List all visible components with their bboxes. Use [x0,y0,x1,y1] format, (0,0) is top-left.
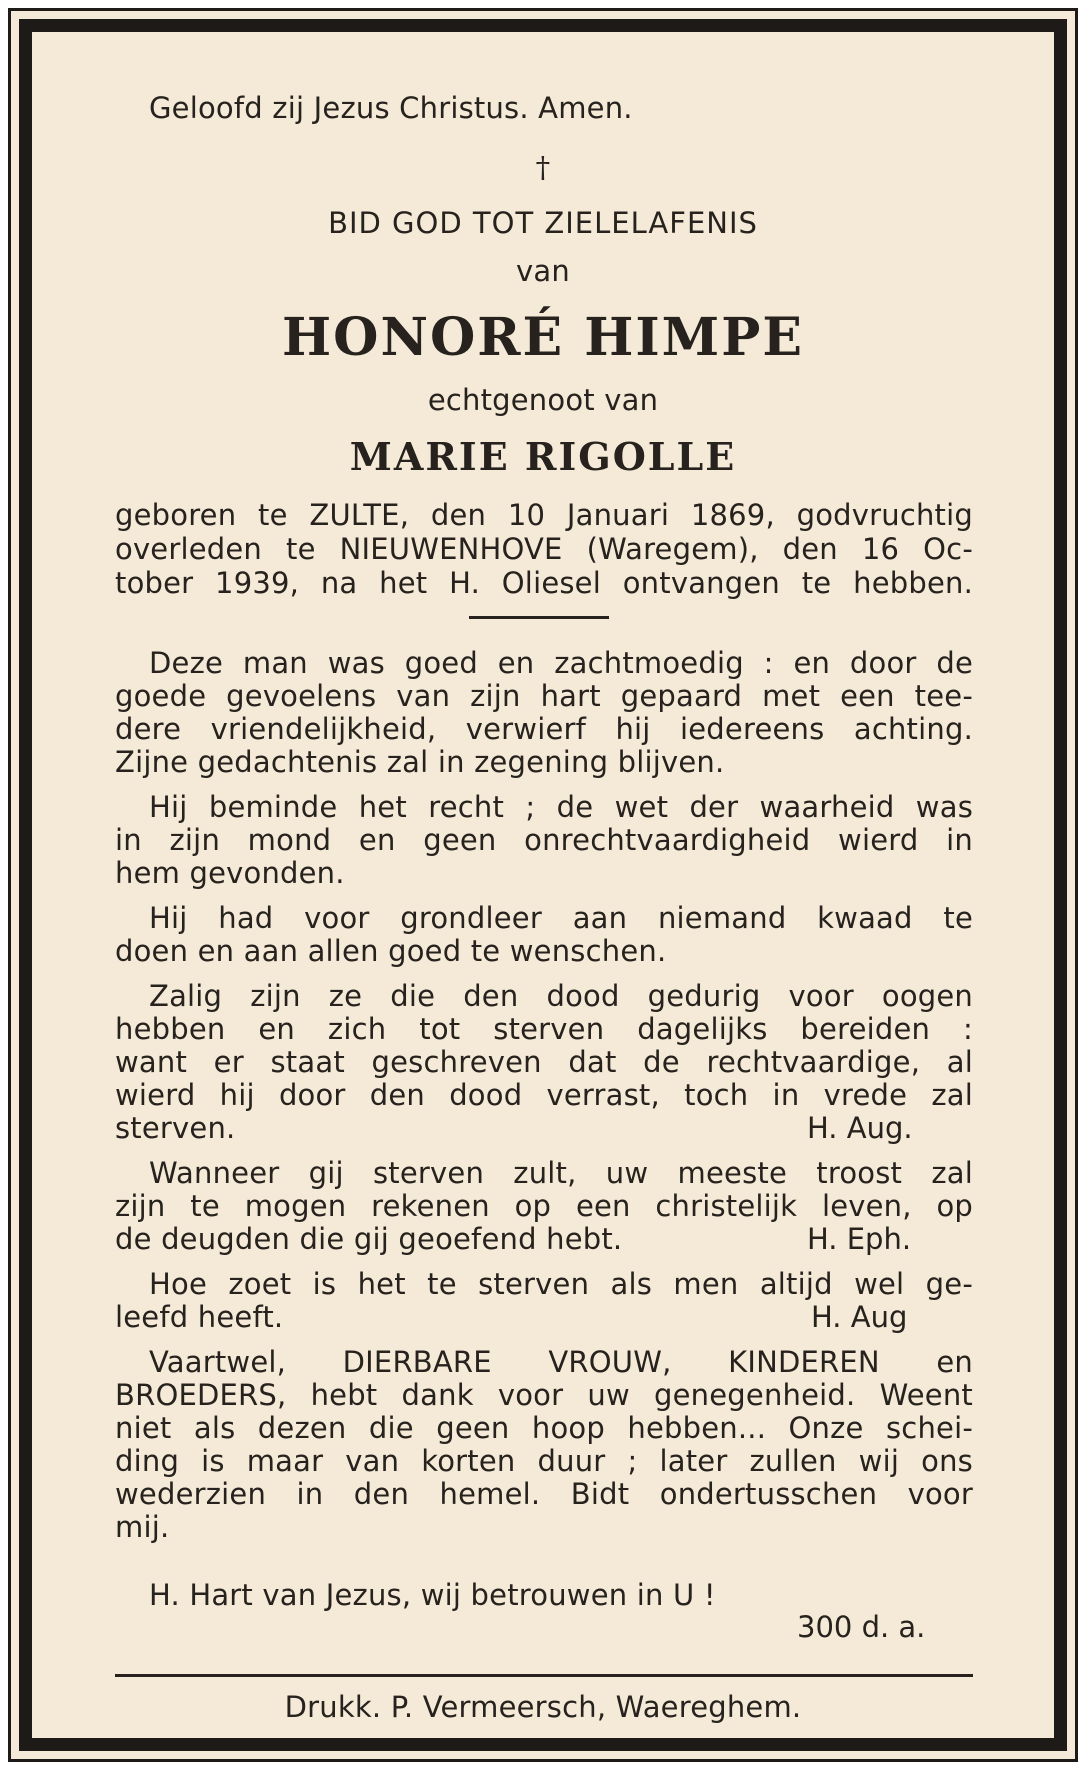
bio-line: tober 1939, na het H. Oliesel ontvangen te hebben. [115,566,973,600]
paragraph-line: de deugden die gij geoefend hebt. [115,1222,623,1256]
paragraph-line: mij. [115,1510,170,1544]
memorial-card [8,8,1078,1762]
paragraph-line: niet als dezen die geen hoop hebben... Onze schei- [115,1411,973,1445]
prayer-heading: BID GOD TOT ZIELELAFENIS [328,206,758,240]
paragraph-line: want er staat geschreven dat de rechtvaardige, al [115,1045,973,1079]
spouse-relation: echtgenoot van [427,383,659,417]
paragraph-line: leefd heeft. [115,1300,284,1334]
bio-line: overleden te NIEUWENHOVE (Waregem), den 16 Oc- [115,532,973,566]
quote-source: H. Aug [811,1300,908,1334]
paragraph-line: dere vriendelijkheid, verwierf hij iedereens achting. [115,712,973,746]
indulgence-note: 300 d. a. [797,1610,926,1644]
paragraph-line: wierd hij door den dood verrast, toch in vrede zal [115,1078,973,1112]
paragraph-line: wederzien in den hemel. Bidt ondertusschen voor [115,1477,973,1511]
paragraph-line: Vaartwel, DIERBARE VROUW, KINDEREN en [149,1345,973,1379]
paragraph-line: Zalig zijn ze die den dood gedurig voor oogen [149,979,973,1013]
quote-source: H. Eph. [807,1222,912,1256]
paragraph-line: Deze man was goed en zachtmoedig : en door de [149,646,973,680]
paragraph-line: Hoe zoet is het te sterven als men altijd wel ge- [149,1267,973,1301]
paragraph-line: in zijn mond en geen onrechtvaardigheid wierd in [115,823,973,857]
paragraph-line: hem gevonden. [115,856,345,890]
paragraph-line: zijn te mogen rekenen op een christelijk leven, op [115,1189,973,1223]
spouse-name: MARIE RIGOLLE [349,434,737,479]
invocation-line: H. Hart van Jezus, wij betrouwen in U ! [149,1578,716,1612]
paragraph-line: Hij beminde het recht ; de wet der waarheid was [149,790,973,824]
paragraph-line: ding is maar van korten duur ; later zullen wij ons [115,1444,973,1478]
paragraph-line: Wanneer gij sterven zult, uw meeste troost zal [149,1156,973,1190]
quote-source: H. Aug. [807,1111,913,1145]
paragraph-line: Hij had voor grondleer aan niemand kwaad te [149,901,973,935]
card-content [11,11,1075,1759]
paragraph-line: sterven. [115,1111,236,1145]
divider-rule [469,616,609,619]
paragraph-line: BROEDERS, hebt dank voor uw genegenheid. Weent [115,1378,973,1412]
footer-rule [115,1674,973,1677]
cross-icon: † [535,150,551,184]
paragraph-line: hebben en zich tot sterven dagelijks bereiden : [115,1012,973,1046]
deceased-name: HONORÉ HIMPE [282,307,804,368]
paragraph-line: goede gevoelens van zijn hart gepaard met een tee- [115,679,973,713]
printer-credit: Drukk. P. Vermeersch, Waereghem. [284,1690,802,1724]
paragraph-line: doen en aan allen goed te wenschen. [115,934,667,968]
van-text: van [516,254,570,288]
bio-line: geboren te ZULTE, den 10 Januari 1869, godvruchtig [115,498,973,532]
paragraph-line: Zijne gedachtenis zal in zegening blijven. [115,745,725,779]
greeting-line: Geloofd zij Jezus Christus. Amen. [149,91,633,125]
